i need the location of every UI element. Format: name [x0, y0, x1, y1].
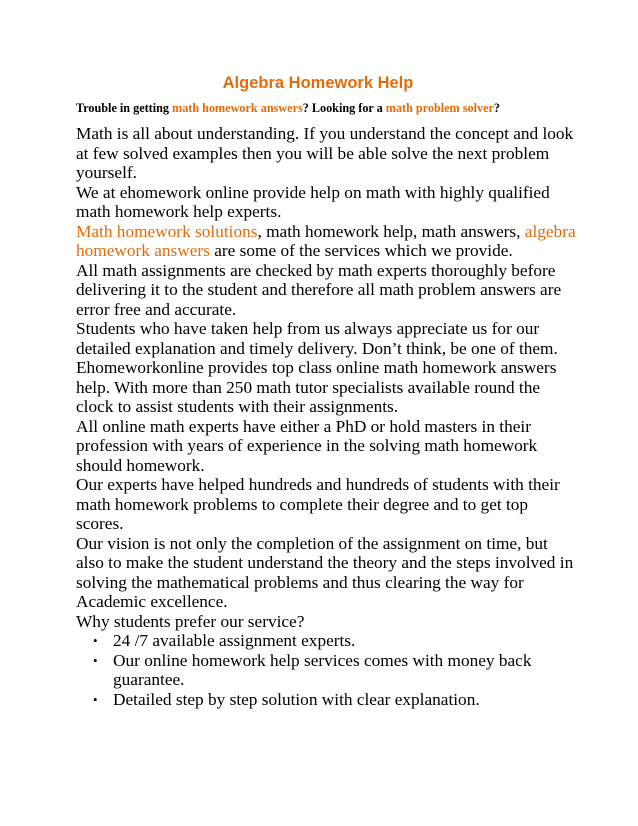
paragraph-about-us: We at ehomework online provide help on math with highly qualified math homework help experts.	[76, 182, 550, 221]
list-item	[93, 689, 576, 710]
math-homework-answers-link[interactable]: math homework answers	[172, 101, 303, 115]
intro-line	[76, 101, 500, 116]
algebra-homework-answers-link[interactable]: algebra homework answers	[76, 221, 576, 260]
services-text-1: , math homework help, math answers,	[257, 221, 525, 241]
intro-text-2: ? Looking for a	[302, 101, 386, 115]
bullet-icon: •	[93, 652, 98, 668]
list-item-text: Detailed step by step solution with clear explanation.	[113, 689, 480, 709]
intro-text-3: ?	[493, 101, 500, 115]
paragraph-experts-phd: All online math experts have either a PhD or hold masters in their profession with years of experience in the solving math homework should homework.	[76, 416, 538, 475]
intro-text-1: Trouble in getting	[76, 101, 173, 115]
math-problem-solver-link[interactable]: math problem solver	[385, 101, 494, 115]
paragraph-vision: Our vision is not only the completion of the assignment on time, but also to make the student understand the theory and the steps involved in solving the mathematical problems and thus clearing the way for Academic excellence.	[76, 533, 574, 611]
body-text	[76, 124, 576, 709]
list-item-text: Our online homework help services comes with money back guarantee.	[113, 650, 532, 689]
page-title: Algebra Homework Help	[222, 74, 414, 92]
bullet-icon: •	[93, 691, 98, 707]
list-item	[93, 650, 576, 690]
paragraph-top-class: Ehomeworkonline provides top class online math homework answers help. With more than 250 math tutor specialists available round the clock to assist students with their assignments.	[76, 358, 557, 416]
reasons-list	[76, 631, 576, 709]
list-item	[93, 631, 576, 651]
paragraph-understanding: Math is all about understanding. If you understand the concept and look at few solved examples then you will be able solve the next problem yourself.	[76, 124, 574, 182]
math-homework-solutions-link[interactable]: Math homework solutions	[76, 221, 258, 241]
paragraph-helped: Our experts have helped hundreds and hundreds of students with their math homework problems to complete their degree and to get top scores.	[76, 475, 560, 533]
paragraph-services	[76, 222, 576, 261]
services-text-2: are some of the services which we provide.	[209, 241, 513, 260]
paragraph-appreciate: Students who have taken help from us always appreciate us for our detailed explanation and timely delivery. Don’t think, be one of them.	[76, 319, 558, 358]
paragraph-why-prefer: Why students prefer our service?	[76, 611, 305, 631]
bullet-icon: •	[93, 633, 98, 648]
paragraph-checked: All math assignments are checked by math experts thoroughly before delivering it to the student and therefore all math problem answers are error free and accurate.	[76, 260, 562, 319]
list-item-text: 24 /7 available assignment experts.	[113, 631, 356, 650]
